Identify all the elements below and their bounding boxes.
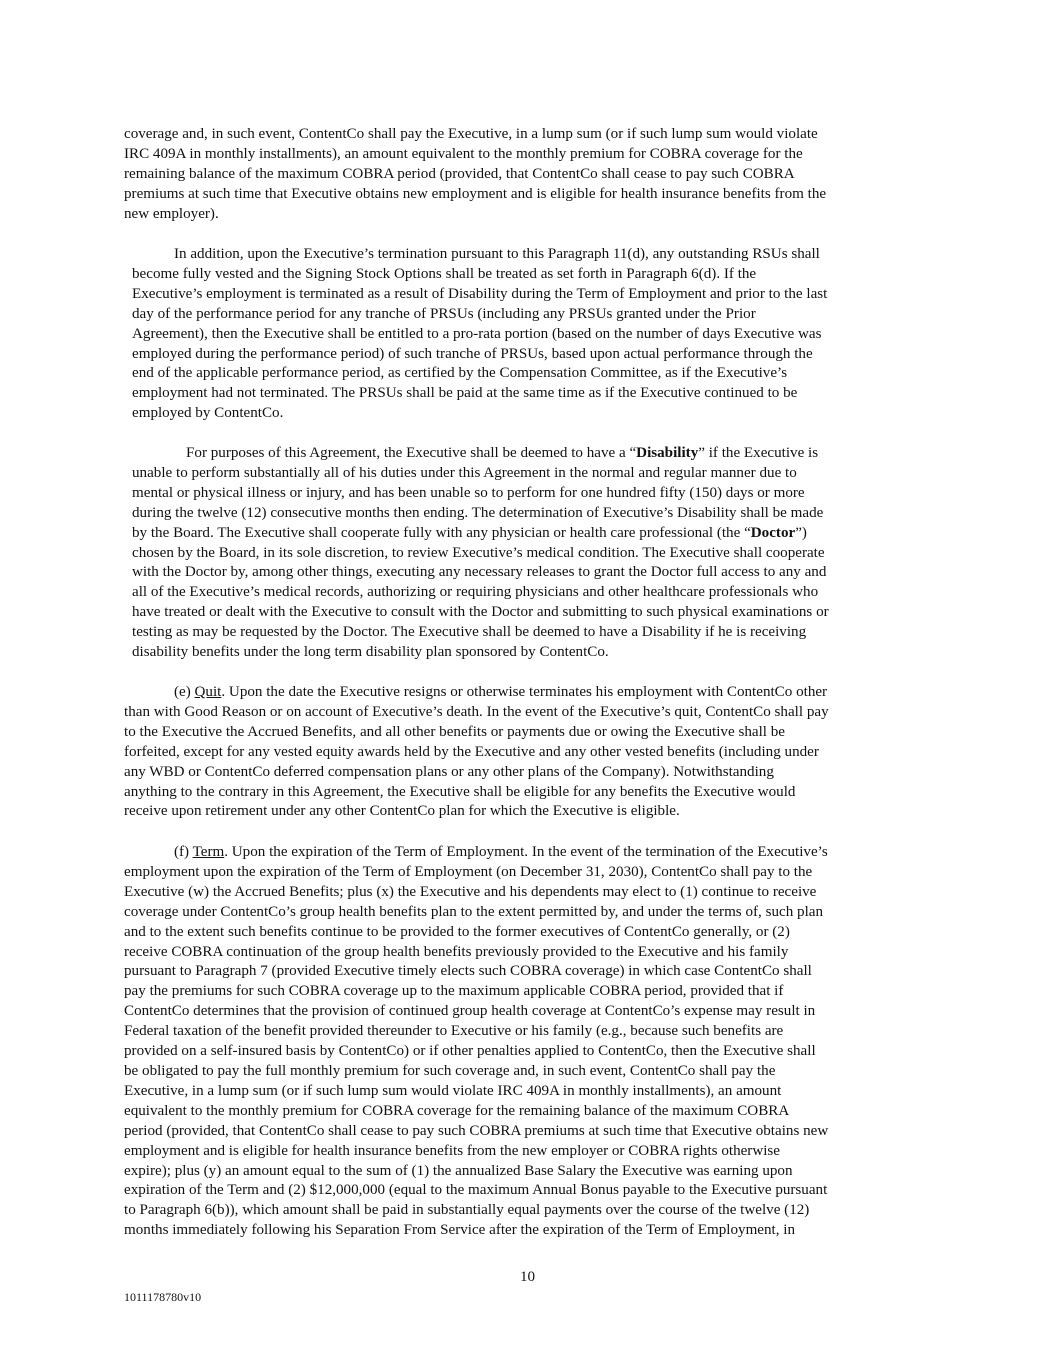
text-line: Federal taxation of the benefit provided thereunder to Executive or his family (e.g., because such benefits are [124,1023,784,1040]
text-line: expiration of the Term and (2) $12,000,000 (equal to the maximum Annual Bonus payable to the Executive pursuant [124,1182,828,1199]
text-line: testing as may be requested by the Doctor. The Executive shall be deemed to have a Disability if he is receiving [132,624,807,641]
text-line: pay the premiums for such COBRA coverage up to the maximum applicable COBRA period, provided that if [124,983,784,1000]
text-line: become fully vested and the Signing Stock Options shall be treated as set forth in Paragraph 6(d). If the [132,265,757,282]
text-line: period (provided, that ContentCo shall cease to pay such COBRA premiums at such time that Executive obtains new [124,1122,829,1139]
section-heading-quit: Quit [194,684,222,700]
text-line: IRC 409A in monthly installments), an amount equivalent to the monthly premium for COBRA coverage for the [124,145,803,162]
text-segment: by the Board. The Executive shall cooperate fully with any physician or health care professional (the “ [132,524,751,541]
text-line: be obligated to pay the full monthly premium for such coverage and, in such event, ContentCo shall pay the [124,1062,776,1079]
text-line: anything to the contrary in this Agreement, the Executive shall be eligible for any benefits the Executive would [124,783,796,800]
text-line: to Paragraph 6(b)), which amount shall be paid in substantially equal payments over the course of the twelve (12) [124,1202,810,1219]
text-line [124,683,944,703]
text-line: receive COBRA continuation of the group health benefits previously provided to the Executive and his family [124,943,789,960]
section-label: (e) [174,684,195,700]
text-line: pursuant to Paragraph 7 (provided Executive timely elects such COBRA coverage) in which case ContentCo shall [124,963,812,980]
text-line: Executive’s employment is terminated as a result of Disability during the Term of Employment and prior to the last [132,285,828,302]
text-line: have treated or dealt with the Executive to consult with the Doctor and submitting to such physical examinations or [132,604,829,621]
text-line: expire); plus (y) an amount equal to the sum of (1) the annualized Base Salary the Executive was earning upon [124,1162,793,1179]
paragraph-rsu-vesting [132,245,944,424]
text-line: ContentCo determines that the provision of continued group health coverage at ContentCo’s expense may result in [124,1003,816,1020]
text-line: premiums at such time that Executive obtains new employment and is eligible for health insurance benefits from the [124,185,827,202]
text-line: any WBD or ContentCo deferred compensation plans or any other plans of the Company). Notwithstanding [124,763,774,780]
text-line: coverage under ContentCo’s group health benefits plan to the extent permitted by, and under the terms of, such plan [124,903,824,920]
paragraph-term [124,843,944,1241]
text-line: to the Executive the Accrued Benefits, and all other benefits or payments due or owing the Executive shall be [124,723,785,740]
text-line: chosen by the Board, in its sole discretion, to review Executive’s medical condition. The Executive shall cooperate [132,544,825,561]
text-line: In addition, upon the Executive’s termination pursuant to this Paragraph 11(d), any outstanding RSUs shall [174,246,820,262]
text-line: employment upon the expiration of the Term of Employment (on December 31, 2030), ContentCo shall pay to the [124,863,813,880]
text-line: employed during the performance period) of such tranche of PRSUs, based upon actual performance through the [132,345,813,362]
text-line: with the Doctor by, among other things, executing any necessary releases to grant the Doctor full access to any and [132,564,827,581]
text-line: provided on a self-insured basis by ContentCo) or if other penalties applied to ContentCo, then the Executive shall [124,1043,816,1060]
text-line: employed by ContentCo. [132,405,284,422]
text-segment: ”) [795,524,807,541]
text-line: forfeited, except for any vested equity awards held by the Executive and any other vested benefits (including under [124,743,819,760]
section-heading-term: Term [192,844,225,860]
document-id: 1011178780v10 [124,1290,202,1304]
text-line: all of the Executive’s medical records, authorizing or requiring physicians and other healthcare professionals who [132,584,819,601]
text-line: remaining balance of the maximum COBRA period (provided, that ContentCo shall cease to pay such COBRA [124,165,795,182]
text-line: unable to perform substantially all of his duties under this Agreement in the normal and regular manner due to [132,464,797,481]
text-line [132,444,944,464]
page-number: 10 [519,1269,536,1285]
text-line: end of the applicable performance period, as certified by the Compensation Committee, as if the Executive’s [132,365,788,382]
defined-term-doctor: Doctor [750,524,796,541]
text-line: Agreement), then the Executive shall be entitled to a pro-rata portion (based on the number of days Executive was [132,325,822,342]
section-label: (f) [174,844,193,860]
text-line: during the twelve (12) consecutive months then ending. The determination of Executive’s Disability shall be made [132,504,824,521]
text-line: employment and is eligible for health insurance benefits from the new employer or COBRA rights otherwise [124,1142,781,1159]
text-segment: . Upon the date the Executive resigns or otherwise terminates his employment with ContentCo other [221,684,828,700]
text-line: mental or physical illness or injury, and has been unable so to perform for one hundred fifty (150) days or more [132,484,805,501]
text-segment: ” if the Executive is [698,445,819,461]
text-line [124,843,944,863]
text-line: and to the extent such benefits continue to be provided to the former executives of ContentCo generally, or (2) [124,923,790,940]
text-segment: . Upon the expiration of the Term of Employment. In the event of the termination of the Executive’s [224,844,828,860]
paragraph-quit [124,683,944,822]
text-line: Executive (w) the Accrued Benefits; plus (x) the Executive and his dependents may elect to (1) continue to receive [124,883,817,900]
text-line: equivalent to the monthly premium for COBRA coverage for the remaining balance of the maximum COBRA [124,1102,790,1119]
defined-term-disability: Disability [636,445,699,461]
paragraph-disability-definition [132,444,944,663]
text-line [132,524,944,544]
text-line: new employer). [124,205,219,222]
text-line: disability benefits under the long term disability plan sponsored by ContentCo. [132,644,609,661]
text-line: Executive, in a lump sum (or if such lump sum would violate IRC 409A in monthly installments), an amount [124,1082,782,1099]
text-line: months immediately following his Separation From Service after the expiration of the Term of Employment, in [124,1222,796,1239]
text-line: coverage and, in such event, ContentCo shall pay the Executive, in a lump sum (or if such lump sum would violate [124,126,818,142]
text-line: than with Good Reason or on account of Executive’s death. In the event of the Executive’s quit, ContentCo shall pay [124,703,829,720]
text-line: receive upon retirement under any other ContentCo plan for which the Executive is eligible. [124,803,680,820]
text-line: day of the performance period for any tranche of PRSUs (including any PRSUs granted under the Prior [132,305,756,322]
paragraph-cobra-coverage [124,125,944,225]
text-line: employment had not terminated. The PRSUs shall be paid at the same time as if the Executive continued to be [132,385,798,402]
text-segment: For purposes of this Agreement, the Executive shall be deemed to have a “ [186,445,637,461]
